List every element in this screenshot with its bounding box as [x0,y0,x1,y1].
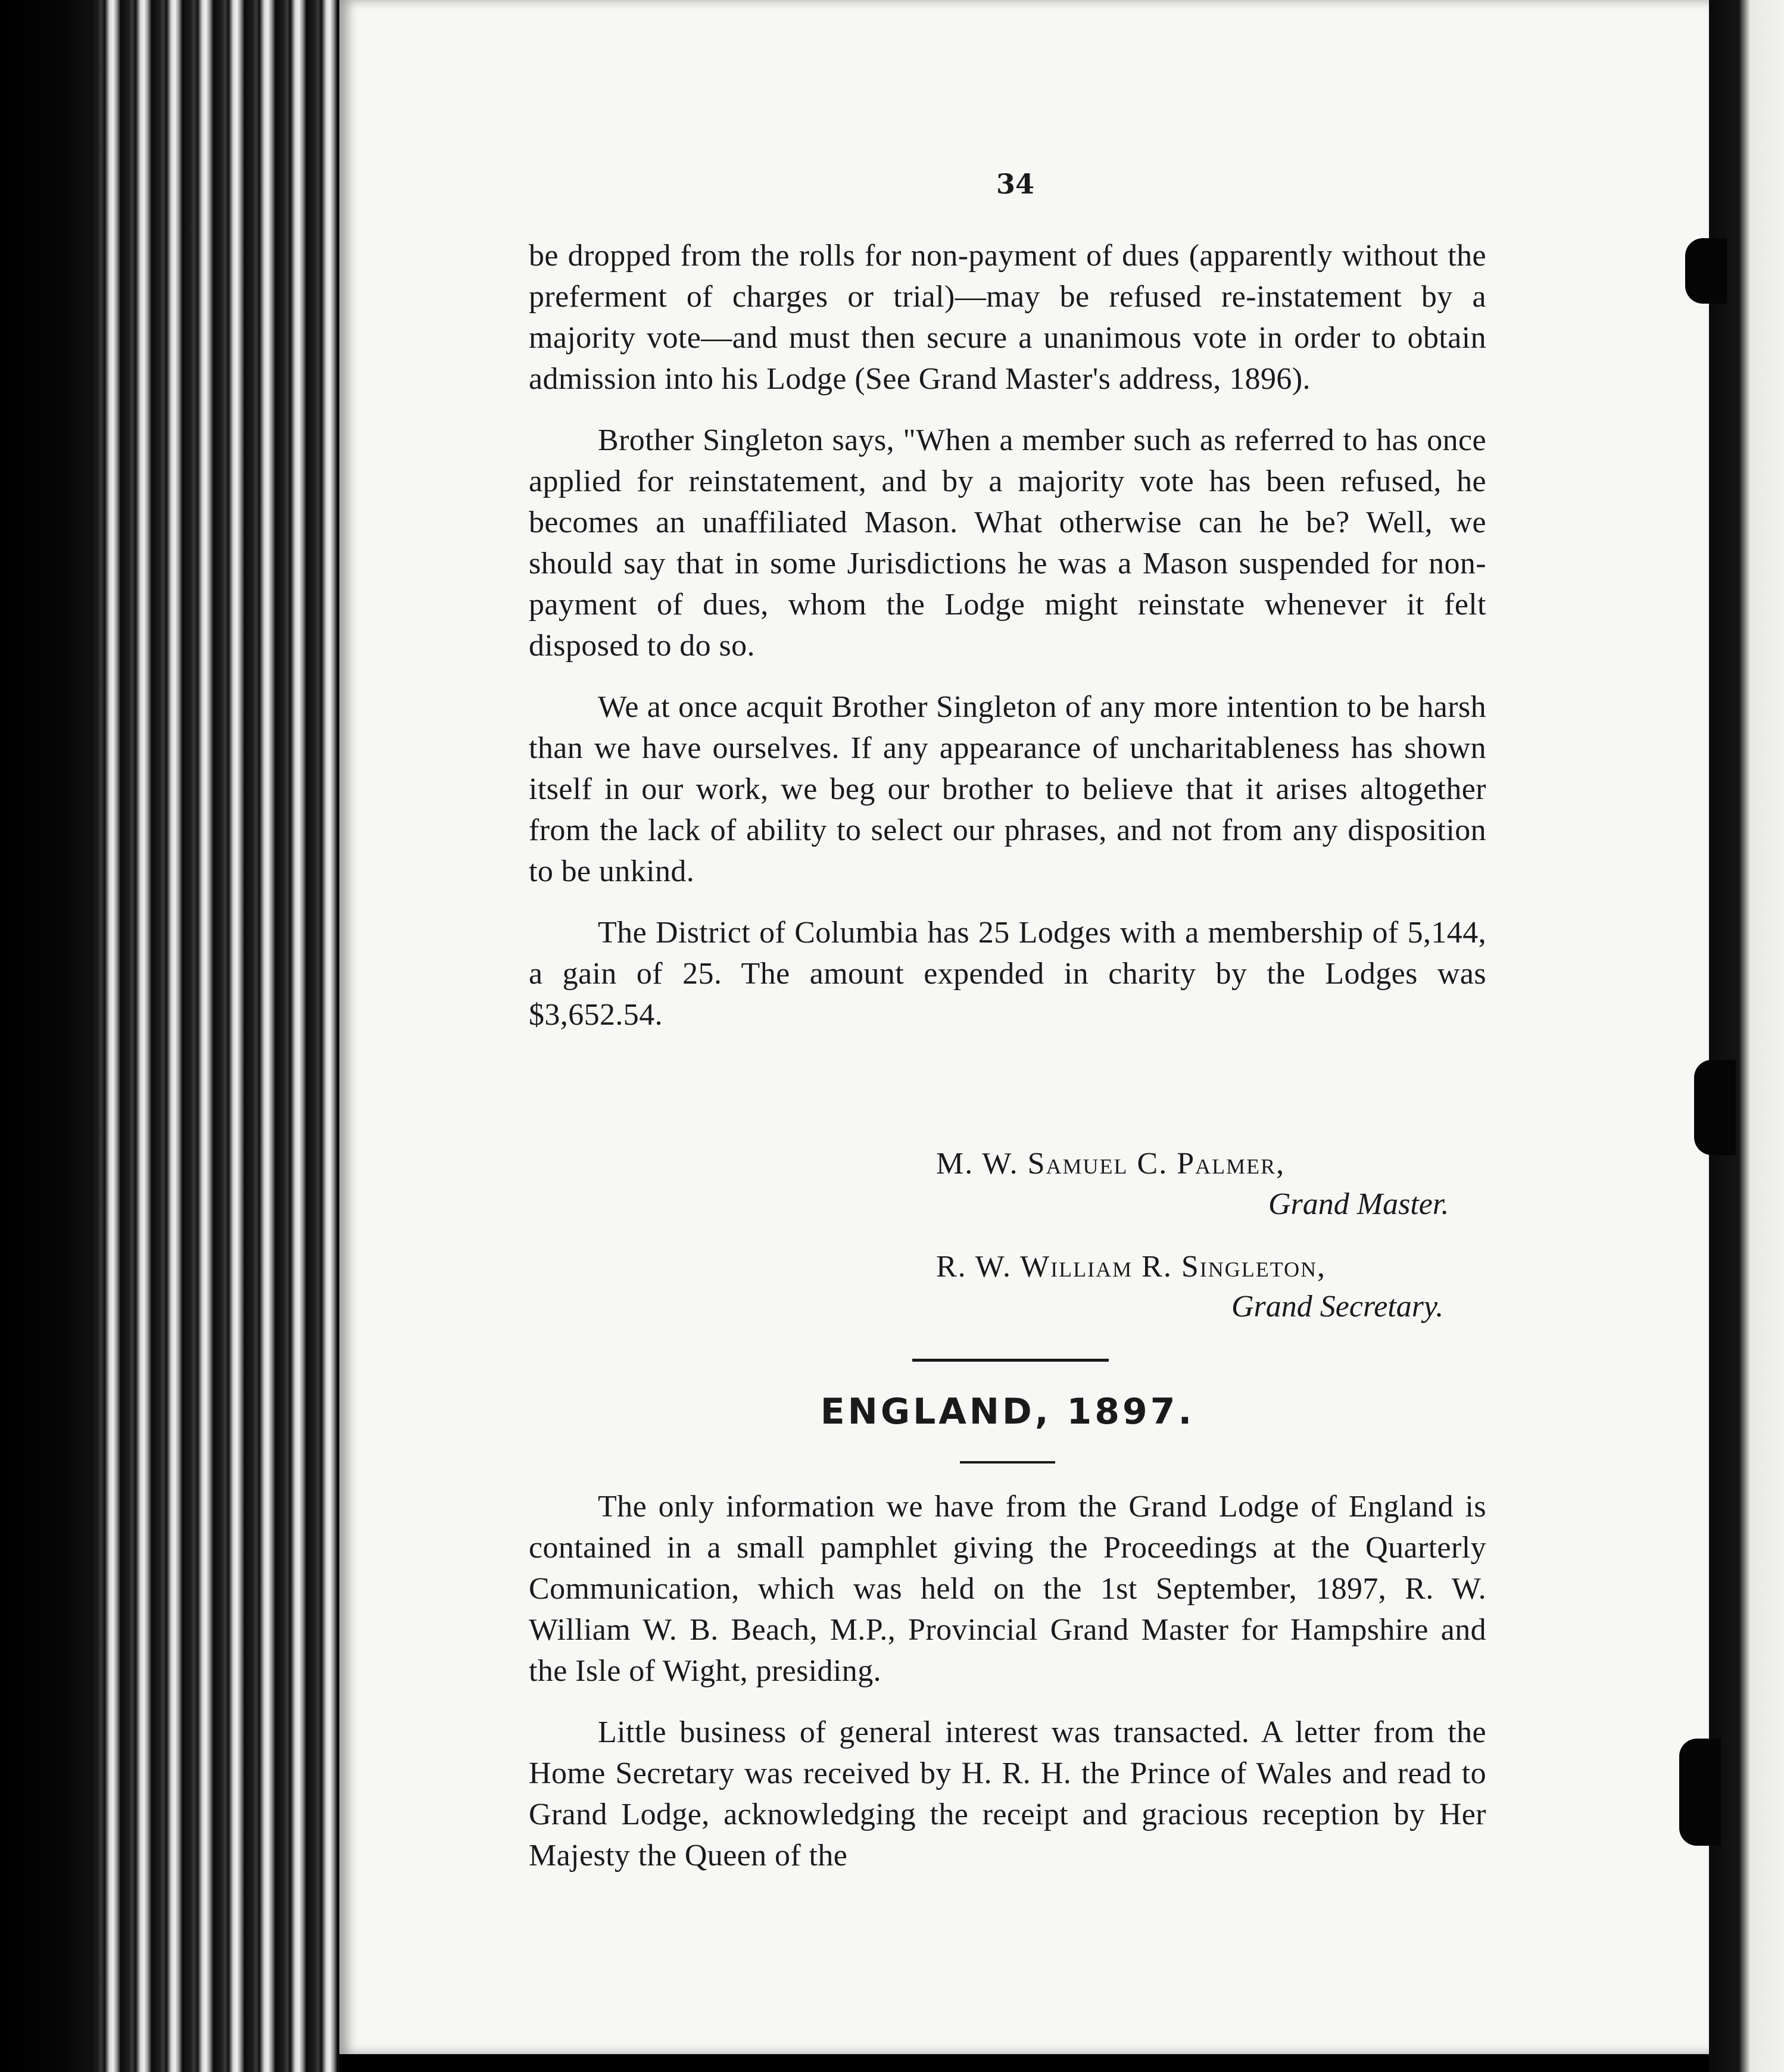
right-edge-mark [1679,1739,1721,1846]
heading-underline [960,1461,1055,1463]
page-number: 34 [996,168,1034,200]
right-edge-mark [1685,238,1727,304]
signature-name: R. W. William R. Singleton, [936,1250,1327,1284]
section-divider [912,1359,1109,1362]
text-block-top [529,235,1486,1035]
section-heading: ENGLAND, 1897. [820,1391,1195,1433]
paragraph: be dropped from the rolls for non-payment of dues (apparently without the preferment of charges or trial)—may be refused re-instatement by a majority vote—and must then secure a unanimous vote in order to obtain admission into his Lodge (See Grand Master's address, 1896). [529,239,1486,396]
binding-shadow [0,0,89,2072]
paragraph: Little business of general interest was transacted. A letter from the Home Secretary was received by H. R. H. the Prince of Wales and read to Grand Lodge, acknowledging the receipt and gracious reception by Her Majesty the Queen of the [529,1715,1486,1873]
right-edge-mark [1694,1060,1736,1155]
paragraph: The District of Columbia has 25 Lodges with a membership of 5,144, a gain of 25. The amount expended in charity by the Lodges was $3,652.54. [529,916,1486,1032]
page-edges [89,0,339,2072]
paragraph: Brother Singleton says, "When a member such as referred to has once applied for reinstatement, and by a majority vote has been refused, he becomes an unaffiliated Mason. What otherwise can he be? Well, we should say that in some Jurisdictions he was a Mason suspended for non-payment of dues, whom the Lodge might reinstate whenever it felt disposed to do so. [529,423,1486,663]
signature-title: Grand Secretary. [1231,1290,1444,1324]
signature-name: M. W. Samuel C. Palmer, [936,1147,1286,1181]
signature-title: Grand Master. [1268,1187,1449,1221]
paragraph: We at once acquit Brother Singleton of any more intention to be harsh than we have ourselves. If any appearance of uncharitableness has shown itself in our work, we beg our brother to believe that it arises altogether from the lack of ability to select our phrases, and not from any disposition to be unkind. [529,690,1486,888]
paragraph: The only information we have from the Grand Lodge of England is contained in a small pamphlet giving the Proceedings at the Quarterly Communication, which was held on the 1st September, 1897, R. W. William W. B. Beach, M.P., Provincial Grand Master for Hampshire and the Isle of Wight, presiding. [529,1490,1486,1688]
text-block-bottom [529,1486,1486,1876]
